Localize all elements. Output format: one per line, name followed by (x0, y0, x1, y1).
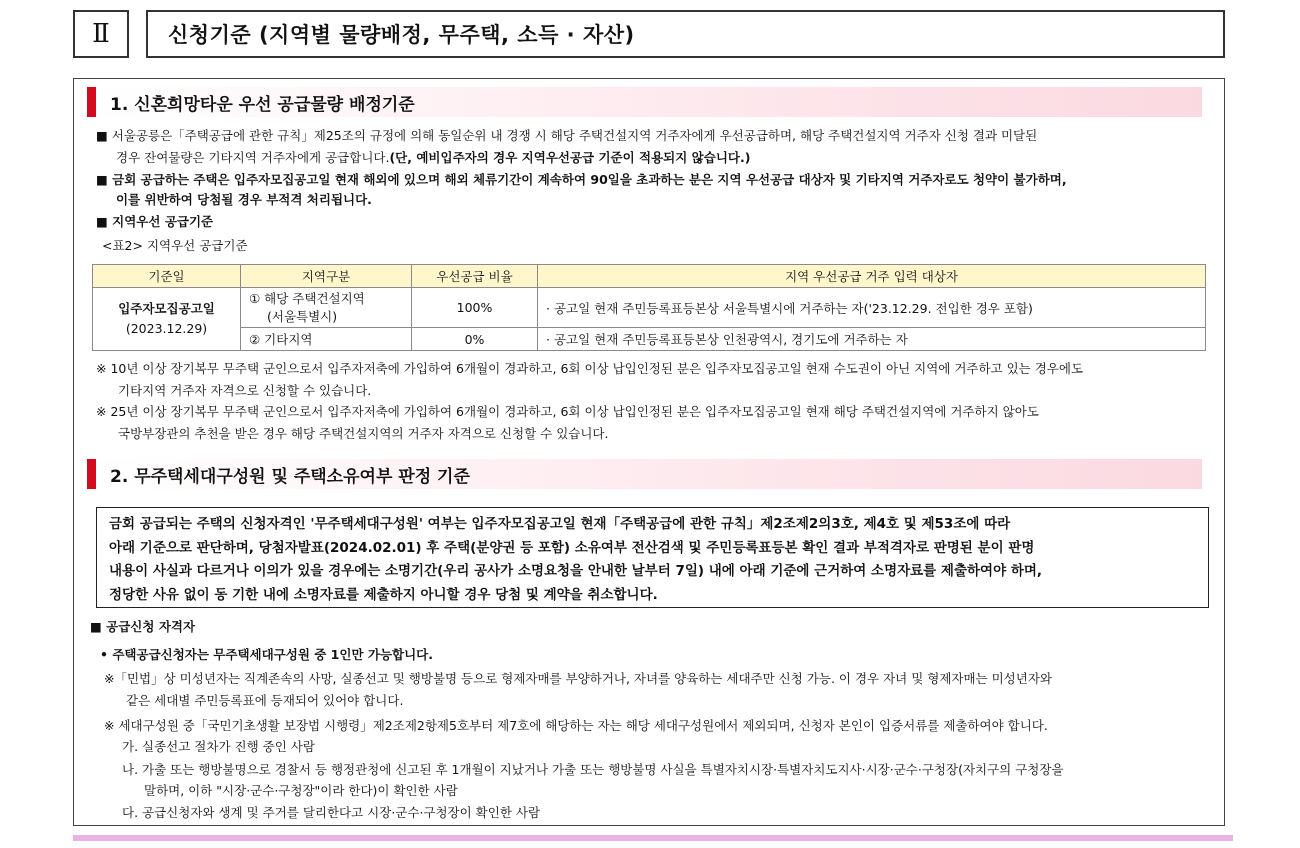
content-box (73, 78, 1225, 826)
ratio-cell: 0% (412, 328, 538, 351)
note-2-line-1: ※ 25년 이상 장기복무 무주택 군인으로서 입주자저축에 가입하여 6개월이 경과하고, 6회 이상 납입인정된 분은 입주자모집공고일 현재 해당 주택건설지역에 거주하지 않아도 (96, 404, 1039, 419)
notice-line: 아래 기준으로 판단하며, 당첨자발표(2024.02.01) 후 주택(분양권 등 포함) 소유여부 전산검색 및 주민등록표등본 확인 결과 부적격자로 판명된 분이 판명 (109, 539, 1035, 556)
notice-box (96, 507, 1209, 608)
section-1-header (87, 87, 1202, 117)
sub-item-da: 다. 공급신청자와 생계 및 주거를 달리한다고 시장·군수·구청장이 확인한 사람 (122, 805, 541, 820)
bullet-2-line-1: ■ 금회 공급하는 주택은 입주자모집공고일 현재 해외에 있으며 해외 체류기간이 계속하여 90일을 초과하는 분은 지역 우선공급 대상자 및 기타지역 거주자로도 청약이 불가하며, (96, 172, 1067, 187)
note-1-line-2: 기타지역 거주자 자격으로 신청할 수 있습니다. (118, 383, 372, 398)
section-2-title: 2. 무주택세대구성원 및 주택소유여부 판정 기준 (110, 466, 470, 487)
reference-date-label: 입주자모집공고일 (118, 301, 215, 316)
reference-date-cell (93, 288, 241, 351)
remark-2: ※ 세대구성원 중「국민기초생활 보장법 시행령」제2조제2항제5호부터 제7호에 해당하는 자는 해당 세대구성원에서 제외되며, 신청자 본인이 입증서류를 제출하여야 합니다. (104, 718, 1048, 733)
bullet-3: ■ 지역우선 공급기준 (96, 214, 214, 229)
sub-item-na-line-1: 나. 가출 또는 행방불명으로 경찰서 등 행정관청에 신고된 후 1개월이 지났거나 가출 또는 행방불명 사실을 특별자치시장·특별자치도지사·시장·군수·구청장(자치구의 구청장을 (122, 762, 1064, 777)
reference-date-value: (2023.12.29) (125, 321, 208, 336)
table-row (93, 328, 1206, 351)
region-cell: ② 기타지역 (241, 328, 412, 351)
target-cell: · 공고일 현재 주민등록표등본상 서울특별시에 거주하는 자('23.12.29. 전입한 경우 포함) (538, 288, 1206, 328)
sub-item-na-line-2: 말하며, 이하 "시장·군수·구청장"이라 한다)이 확인한 사람 (144, 783, 458, 798)
section-marker (87, 459, 96, 489)
table-row (93, 288, 1206, 328)
section-marker (87, 87, 96, 117)
target-cell: · 공고일 현재 주민등록표등본상 인천광역시, 경기도에 거주하는 자 (538, 328, 1206, 351)
table-header-cell: 우선공급 비율 (412, 265, 538, 288)
bullet-1-text: 경우 잔여물량은 기타지역 거주자에게 공급합니다. (116, 150, 390, 165)
note-2-line-2: 국방부장관의 추천을 받은 경우 해당 주택건설지역의 거주자 자격으로 신청할 수 있습니다. (118, 426, 609, 441)
section-2-header (87, 459, 1202, 489)
remark-1-line-2: 같은 세대별 주민등록표에 등재되어 있어야 합니다. (126, 693, 404, 708)
notice-line: 정당한 사유 없이 동 기한 내에 소명자료를 제출하지 아니할 경우 당첨 및 계약을 취소합니다. (109, 586, 658, 603)
bullet-1-emphasis: (단, 예비입주자의 경우 지역우선공급 기준이 적용되지 않습니다.) (389, 150, 751, 165)
remark-1-line-1: ※「민법」상 미성년자는 직계존속의 사망, 실종선고 및 행방불명 등으로 형제자매를 부양하거나, 자녀를 양육하는 세대주만 신청 가능. 이 경우 자녀 및 형제자매는 미성년자와 (104, 671, 1052, 686)
notice-line: 금회 공급되는 주택의 신청자격인 '무주택세대구성원' 여부는 입주자모집공고일 현재「주택공급에 관한 규칙」제2조제2의3호, 제4호 및 제53조에 따라 (109, 516, 1011, 532)
chapter-number: Ⅱ (73, 10, 129, 58)
note-1-line-1: ※ 10년 이상 장기복무 무주택 군인으로서 입주자저축에 가입하여 6개월이 경과하고, 6회 이상 납입인정된 분은 입주자모집공고일 현재 수도권이 아닌 지역에 거주하고 있는 경우에도 (96, 361, 1084, 376)
table-header-cell: 지역 우선공급 거주 입력 대상자 (538, 265, 1206, 288)
table-header-cell: 지역구분 (241, 265, 412, 288)
regional-priority-table (92, 264, 1206, 351)
chapter-title: 신청기준 (지역별 물량배정, 무주택, 소득 · 자산) (146, 10, 1225, 58)
bullet-1-line-1: ■ 서울공릉은「주택공급에 관한 규칙」제25조의 규정에 의해 동일순위 내 경쟁 시 해당 주택건설지역 거주자에게 우선공급하며, 해당 주택건설지역 거주자 신청 결과 미달된 (96, 128, 1038, 143)
section-1-title: 1. 신혼희망타운 우선 공급물량 배정기준 (110, 94, 415, 115)
region-sub: (서울특별시) (267, 308, 338, 324)
sub-item-ga: 가. 실종선고 절차가 진행 중인 사람 (122, 739, 315, 754)
table-caption: <표2> 지역우선 공급기준 (102, 238, 248, 253)
bullet-1-line-2 (116, 148, 750, 168)
footer-bar (73, 835, 1233, 841)
table-header-cell: 기준일 (93, 265, 241, 288)
region-name: ① 해당 주택건설지역 (249, 290, 365, 306)
table-header-row (93, 265, 1206, 288)
eligibility-dot: • 주택공급신청자는 무주택세대구성원 중 1인만 가능합니다. (100, 647, 433, 662)
bullet-2-line-2: 이를 위반하여 당첨될 경우 부적격 처리됩니다. (116, 192, 372, 207)
region-cell (241, 288, 412, 328)
eligibility-heading: ■ 공급신청 자격자 (90, 619, 196, 634)
ratio-cell: 100% (412, 288, 538, 328)
notice-line: 내용이 사실과 다르거나 이의가 있을 경우에는 소명기간(우리 공사가 소명요청을 안내한 날부터 7일) 내에 아래 기준에 근거하여 소명자료를 제출하여야 하며, (109, 563, 1043, 579)
